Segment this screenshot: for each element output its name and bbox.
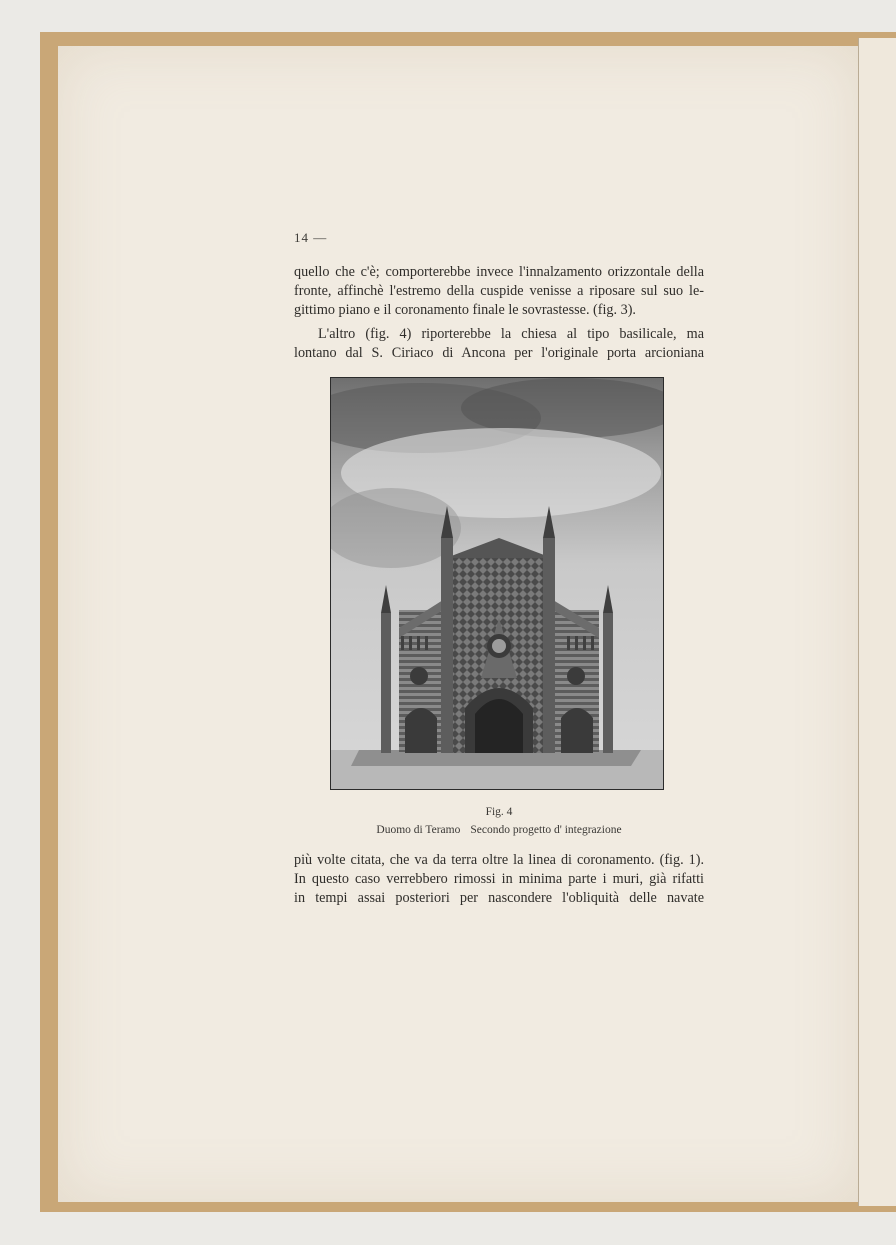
figure-caption	[294, 824, 704, 836]
figure-caption-title: Duomo di Teramo	[376, 824, 461, 836]
paragraph-2	[294, 325, 704, 363]
paragraph-1	[294, 263, 704, 320]
text-line: fronte, affinchè l'estremo della cuspide venisse a riposare sul suo le-	[294, 283, 704, 299]
text-line: gittimo piano e il coronamento finale le sovrastesse. (fig. 3).	[294, 302, 636, 318]
text-line: in tempi assai posteriori per nascondere l'obliquità delle navate	[294, 890, 704, 906]
cathedral-illustration	[330, 377, 664, 790]
figure-label: Fig. 4	[485, 806, 513, 818]
text-line: più volte citata, che va da terra oltre la linea di coronamento. (fig. 1).	[294, 852, 704, 868]
page-number: 14 —	[294, 230, 328, 245]
text-line: lontano dal S. Ciriaco di Ancona per l'originale porta arcioniana	[294, 345, 704, 361]
paragraph-3	[294, 851, 704, 908]
cathedral-drawing	[331, 378, 664, 790]
text-line: quello che c'è; comporterebbe invece l'innalzamento orizzontale della	[294, 264, 704, 280]
text-line: In questo caso verrebbero rimossi in minima parte i muri, già rifatti	[294, 871, 704, 887]
text-line: L'altro (fig. 4) riporterebbe la chiesa al tipo basilicale, ma	[318, 326, 704, 342]
adjacent-page-edge	[858, 38, 896, 1206]
figure-caption-subtitle: Secondo progetto d' integrazione	[470, 824, 622, 836]
